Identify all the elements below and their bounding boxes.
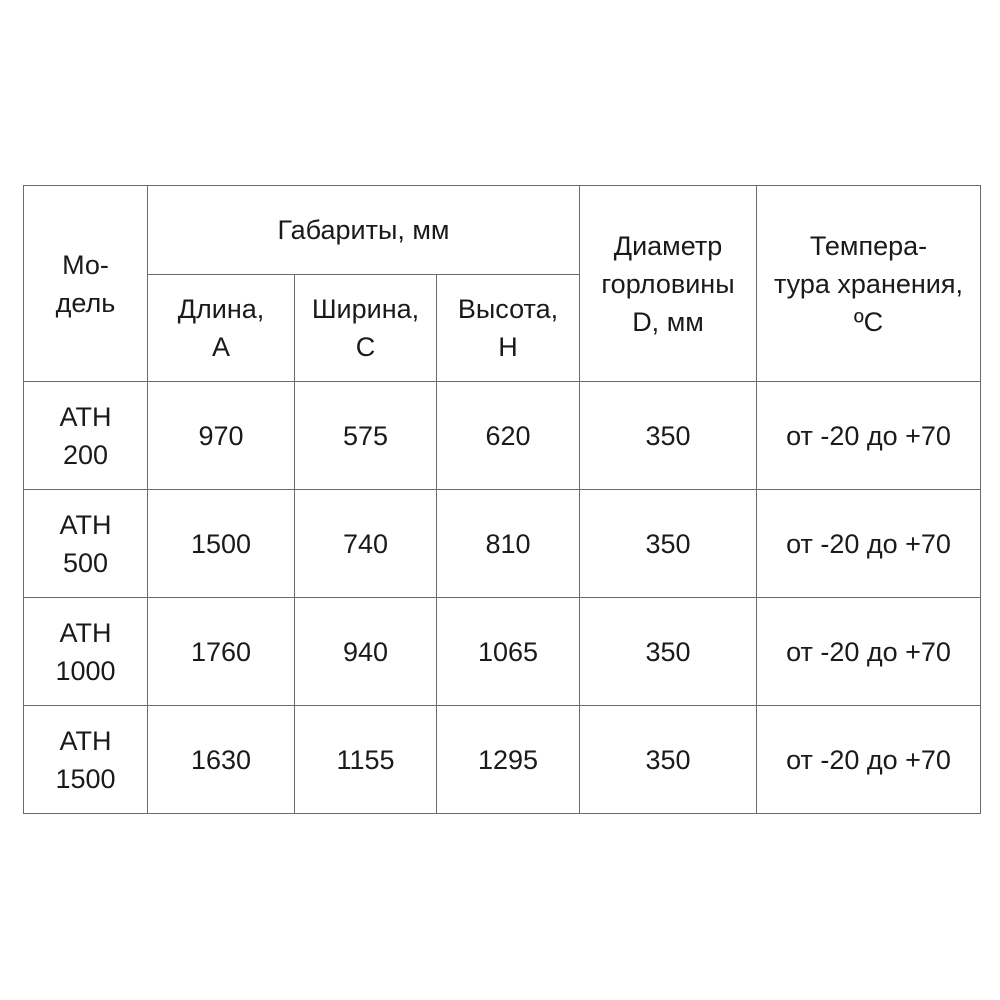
table-row bbox=[24, 598, 981, 706]
temperature-cell: от -20 до +70 bbox=[757, 382, 981, 490]
table-row bbox=[24, 490, 981, 598]
header-model: Мо- дель bbox=[24, 186, 148, 382]
temperature-cell: от -20 до +70 bbox=[757, 598, 981, 706]
diameter-cell: 350 bbox=[580, 490, 757, 598]
header-length: Длина, A bbox=[148, 275, 295, 382]
height-cell: 620 bbox=[437, 382, 580, 490]
header-row-1 bbox=[24, 186, 981, 275]
specifications-table bbox=[23, 185, 981, 814]
diameter-cell: 350 bbox=[580, 598, 757, 706]
width-cell: 1155 bbox=[295, 706, 437, 814]
length-cell: 1630 bbox=[148, 706, 295, 814]
model-cell: ATH 200 bbox=[24, 382, 148, 490]
temperature-cell: от -20 до +70 bbox=[757, 706, 981, 814]
header-height: Высота, H bbox=[437, 275, 580, 382]
height-cell: 1065 bbox=[437, 598, 580, 706]
length-cell: 970 bbox=[148, 382, 295, 490]
length-cell: 1760 bbox=[148, 598, 295, 706]
header-width: Ширина, C bbox=[295, 275, 437, 382]
temperature-cell: от -20 до +70 bbox=[757, 490, 981, 598]
diameter-cell: 350 bbox=[580, 382, 757, 490]
diameter-cell: 350 bbox=[580, 706, 757, 814]
model-cell: ATH 1500 bbox=[24, 706, 148, 814]
table-row bbox=[24, 706, 981, 814]
header-diameter: Диаметр горловины D, мм bbox=[580, 186, 757, 382]
width-cell: 575 bbox=[295, 382, 437, 490]
header-temperature: Темпера- тура хранения, ºC bbox=[757, 186, 981, 382]
model-cell: ATH 500 bbox=[24, 490, 148, 598]
height-cell: 810 bbox=[437, 490, 580, 598]
width-cell: 740 bbox=[295, 490, 437, 598]
header-dimensions: Габариты, мм bbox=[148, 186, 580, 275]
width-cell: 940 bbox=[295, 598, 437, 706]
height-cell: 1295 bbox=[437, 706, 580, 814]
length-cell: 1500 bbox=[148, 490, 295, 598]
model-cell: ATH 1000 bbox=[24, 598, 148, 706]
table-row bbox=[24, 382, 981, 490]
